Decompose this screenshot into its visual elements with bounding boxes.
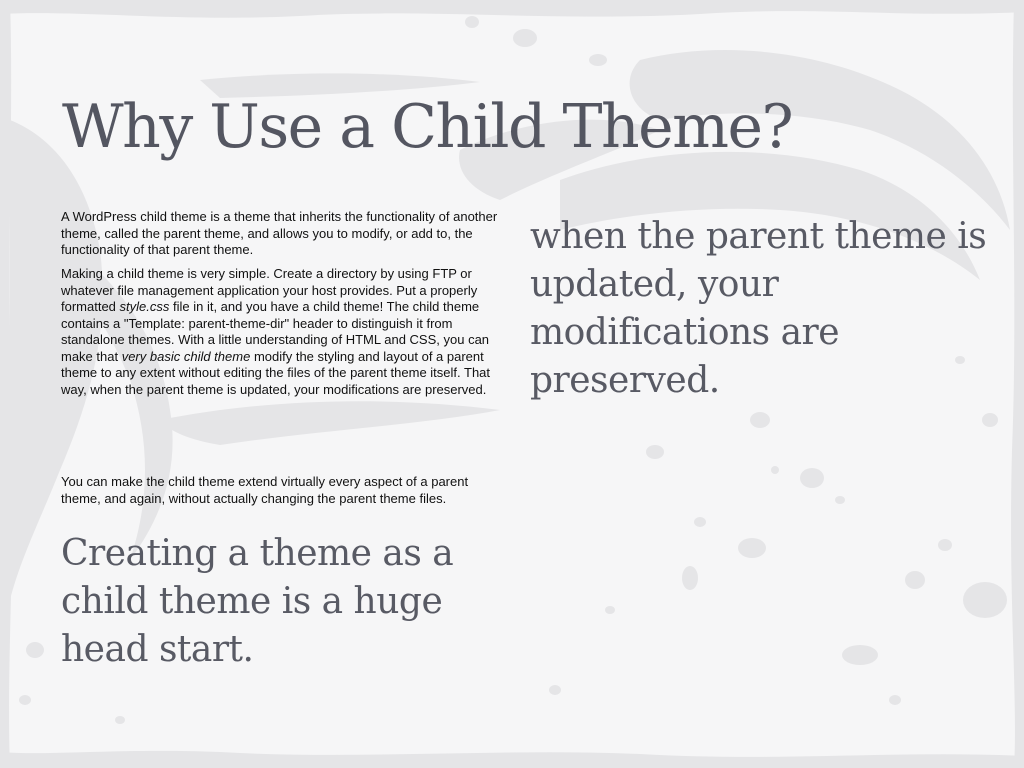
slide-title: Why Use a Child Theme? xyxy=(62,92,793,162)
pull-quote-bottom: Creating a theme as a child theme is a huge head start. xyxy=(61,533,454,670)
instructions-italic-basic-child-theme: very basic child theme xyxy=(121,348,251,364)
instructions-paragraph xyxy=(61,266,501,398)
instructions-text-part2: file in it, and you have a child theme! The child theme contains a "Template: parent-theme-dir" header to distinguish it from standalone themes. With a little understanding of HTML and CSS, you can make that xyxy=(61,299,490,364)
instructions-text-part1: Making a child theme is very simple. Create a directory by using FTP or whatever file management application your host provides. Put a properly formatted xyxy=(61,266,478,314)
extend-paragraph: You can make the child theme extend virtually every aspect of a parent theme, and again, without actually changing the parent theme files. xyxy=(61,474,469,506)
intro-paragraph: A WordPress child theme is a theme that inherits the functionality of another theme, called the parent theme, and allows you to modify, or add to, the functionality of that parent theme. xyxy=(61,209,498,257)
pull-quote-right: when the parent theme is updated, your modifications are preserved. xyxy=(530,216,987,401)
instructions-italic-stylecss: style.css xyxy=(119,299,170,314)
instructions-text-part3: modify the styling and layout of a parent theme to any extent without editing the files of the parent theme itself. That way, when the parent theme is updated, your modifications are preserved. xyxy=(61,348,491,397)
